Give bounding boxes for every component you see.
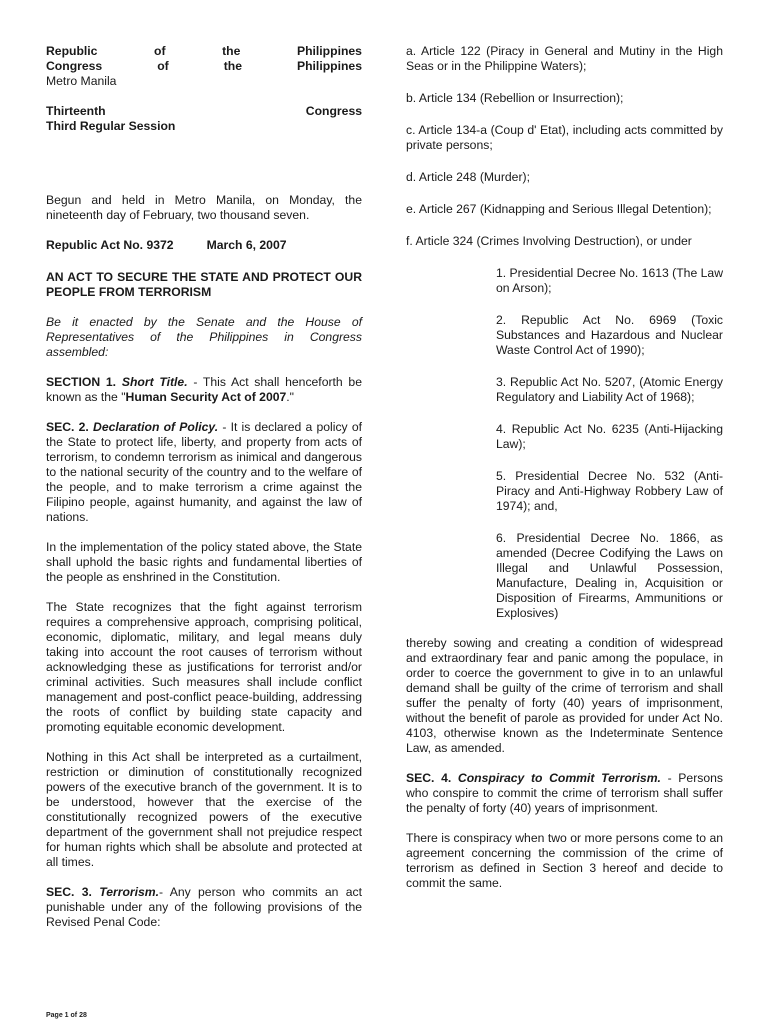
act-short-name: Human Security Act of 2007 (125, 390, 287, 404)
article-item: d. Article 248 (Murder); (406, 170, 530, 184)
article-item: f. Article 324 (Crimes Involving Destruction), or under (406, 234, 692, 248)
right-column (406, 44, 723, 891)
header-line-congress: Congress of the Philippines (46, 59, 362, 73)
paragraph-implementation: In the implementation of the policy stated above, the State shall uphold the basic rights and fundamental liberties of the people as enshrined in the Constitution. (46, 540, 362, 584)
section-2-heading: Declaration of Policy. (93, 420, 219, 434)
decree-item: 1. Presidential Decree No. 1613 (The Law on Arson); (496, 266, 723, 295)
section-4: SEC. 4. Conspiracy to Commit Terrorism. - Persons who conspire to commit the crime of terrorism shall suffer the penalty of forty (40) years of imprisonment. (406, 771, 723, 815)
enacting-clause: Be it enacted by the Senate and the House of Representatives of the Philippines in Congress assembled: (46, 315, 362, 359)
decree-item: 2. Republic Act No. 6969 (Toxic Substances and Hazardous and Nuclear Waste Control Act of 1990); (496, 313, 723, 357)
section-1-heading: Short Title. (121, 375, 188, 389)
paragraph-state-recognizes: The State recognizes that the fight against terrorism requires a comprehensive approach, comprising political, economic, diplomatic, military, and legal means duly taking into account the root causes of terrorism without acknowledging these as justifications for terrorist and/or criminal activities. Such measures shall include conflict management and post-conflict peace-building, addressing the roots of conflict by building state capacity and promoting equitable economic development. (46, 600, 362, 734)
republic-act-line (46, 238, 362, 253)
header-line-congress-number: Thirteenth Congress (46, 104, 362, 118)
decree-list (496, 266, 723, 621)
section-2: SEC. 2. Declaration of Policy. - It is declared a policy of the State to protect life, liberty, and property from acts of terrorism, to condemn terrorism as inimical and dangerous to the national security of the country and to the welfare of the people, and to make terrorism a crime against the Filipino people, against humanity, and against the law of nations. (46, 420, 362, 524)
header-session: Third Regular Session (46, 119, 176, 133)
decree-item: 5. Presidential Decree No. 532 (Anti-Piracy and Anti-Highway Robbery Law of 1974); and, (496, 469, 723, 513)
article-item: c. Article 134-a (Coup d' Etat), including acts committed by private persons; (406, 123, 723, 152)
article-item: e. Article 267 (Kidnapping and Serious Illegal Detention); (406, 202, 712, 216)
paragraph-nothing-in-act: Nothing in this Act shall be interpreted as a curtailment, restriction or diminution of constitutionally recognized powers of the executive branch of the government. It is to be understood, however that the exercise of the constitutionally recognized powers of the executive department of the government shall not prejudice respect for human rights which shall be absolute and protected at all times. (46, 750, 362, 869)
article-item: b. Article 134 (Rebellion or Insurrection); (406, 91, 624, 105)
paragraph-thereby: thereby sowing and creating a condition of widespread and extraordinary fear and panic among the populace, in order to coerce the government to give in to an unlawful demand shall be guilty of the crime of terrorism and shall suffer the penalty of forty (40) years of imprisonment, without the benefit of parole as provided for under Act No. 4103, otherwise known as the Indeterminate Sentence Law, as amended. (406, 636, 723, 755)
paragraph-conspiracy: There is conspiracy when two or more persons come to an agreement concerning the commission of the crime of terrorism as defined in Section 3 hereof and decide to commit the same. (406, 831, 723, 890)
act-title: AN ACT TO SECURE THE STATE AND PROTECT OUR PEOPLE FROM TERRORISM (46, 270, 362, 299)
republic-act-date: March 6, 2007 (206, 238, 287, 252)
article-item: a. Article 122 (Piracy in General and Mutiny in the High Seas or in the Philippine Waters); (406, 44, 723, 73)
section-3-heading: Terrorism. (99, 885, 160, 899)
decree-item: 4. Republic Act No. 6235 (Anti-Hijacking Law); (496, 422, 723, 451)
page-number-footer: Page 1 of 28 (46, 1012, 87, 1019)
decree-item: 3. Republic Act No. 5207, (Atomic Energy Regulatory and Liability Act of 1968); (496, 375, 723, 404)
left-column (46, 44, 362, 930)
header-line-republic: Republic of the Philippines (46, 44, 362, 58)
header-location: Metro Manila (46, 74, 117, 88)
begun-paragraph: Begun and held in Metro Manila, on Monday, the nineteenth day of February, two thousand seven. (46, 193, 362, 222)
section-4-heading: Conspiracy to Commit Terrorism. (457, 771, 661, 785)
section-1: SECTION 1. Short Title. - This Act shall henceforth be known as the "Human Security Act of 2007." (46, 375, 362, 404)
republic-act-number: Republic Act No. 9372 (46, 238, 174, 252)
section-3: SEC. 3. Terrorism.- Any person who commits an act punishable under any of the following provisions of the Revised Penal Code: (46, 885, 362, 929)
decree-item: 6. Presidential Decree No. 1866, as amended (Decree Codifying the Laws on Illegal and Unlawful Possession, Manufacture, Dealing in, Acquisition or Disposition of Firearms, Ammunitions or Explosives) (496, 531, 723, 620)
